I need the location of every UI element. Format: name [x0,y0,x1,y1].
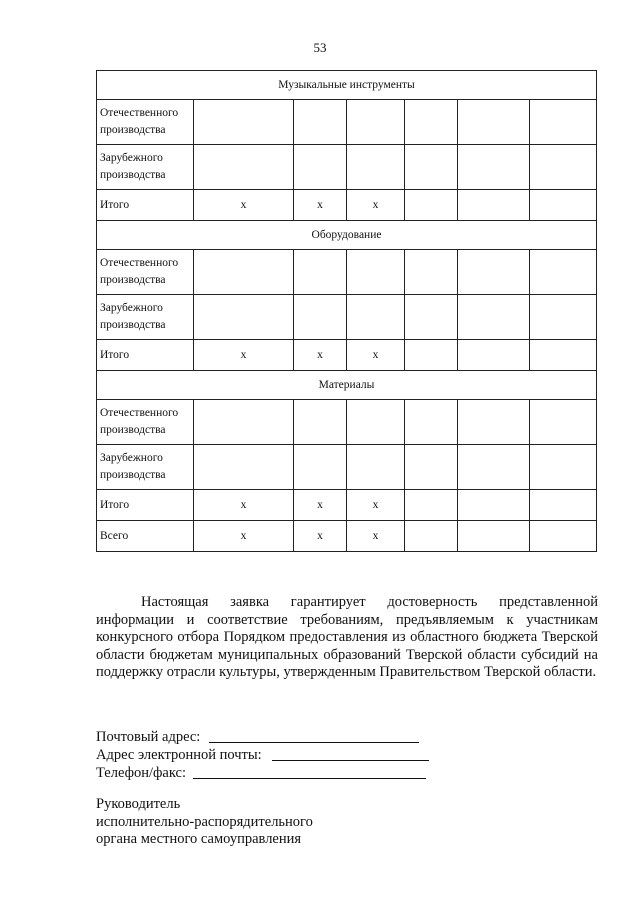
signature-line-1: Руководитель [96,796,181,812]
empty-cell[interactable] [347,400,405,445]
mark-cell: х [194,340,294,371]
mark-cell: х [294,340,347,371]
section-header-row [97,221,597,250]
empty-cell[interactable] [294,295,347,340]
row-label-line: Всего [100,529,129,542]
guarantee-paragraph [96,594,598,682]
empty-cell[interactable] [405,400,458,445]
row-label-cell [97,145,194,190]
empty-cell[interactable] [405,521,458,552]
empty-cell[interactable] [458,190,530,221]
row-label-cell [97,445,194,490]
empty-cell[interactable] [530,250,597,295]
row-label-line: Отечественного [100,257,179,269]
table-row [97,400,597,445]
row-label-cell [97,490,194,521]
empty-cell[interactable] [458,100,530,145]
row-label-line: производства [100,124,166,136]
empty-cell[interactable] [294,250,347,295]
empty-cell[interactable] [458,295,530,340]
empty-cell[interactable] [347,295,405,340]
mark-cell: х [194,521,294,552]
postal-address-blank[interactable] [209,742,419,743]
empty-cell[interactable] [194,145,294,190]
contacts-block [96,728,262,782]
postal-address-label: Почтовый адрес: [96,729,201,745]
empty-cell[interactable] [194,445,294,490]
phone-fax-blank[interactable] [193,778,426,779]
table-row [97,445,597,490]
guarantee-paragraph-body: информации и соответствие требованиям, предъявляемым к участникам конкурсного отбора Порядком предоставления из областного бюджета Тверской области бюджетам муниципальных образований Тверской области субсидий на поддержку отрасли культуры, утвержденным Правительством Тверской области. [96,611,598,680]
mark-cell: х [294,190,347,221]
row-label-line: производства [100,274,166,286]
row-label-line: производства [100,469,166,481]
empty-cell[interactable] [194,400,294,445]
empty-cell[interactable] [405,100,458,145]
table-row [97,145,597,190]
mark-cell: х [294,521,347,552]
empty-cell[interactable] [347,145,405,190]
row-label-cell [97,400,194,445]
signature-line-2: исполнительно-распорядительного [96,813,313,830]
empty-cell[interactable] [194,295,294,340]
mark-cell: х [294,490,347,521]
row-label-line: производства [100,424,166,436]
guarantee-paragraph-first-line: Настоящая заявка гарантирует достоверность представленной [141,594,598,610]
signature-block [96,796,313,849]
empty-cell[interactable] [294,445,347,490]
row-label-line: производства [100,319,166,331]
row-label-cell [97,295,194,340]
empty-cell[interactable] [530,400,597,445]
empty-cell[interactable] [530,145,597,190]
section-header-row [97,371,597,400]
signature-line-3: органа местного самоуправления [96,831,302,847]
empty-cell[interactable] [530,340,597,371]
email-line [96,746,262,764]
empty-cell[interactable] [405,490,458,521]
row-label-cell [97,521,194,552]
postal-address-line [96,728,262,746]
row-label-line: Итого [100,498,130,511]
budget-table [96,70,597,552]
empty-cell[interactable] [347,250,405,295]
empty-cell[interactable] [458,250,530,295]
empty-cell[interactable] [458,400,530,445]
empty-cell[interactable] [458,521,530,552]
table-row [97,295,597,340]
email-label: Адрес электронной почты: [96,747,262,763]
empty-cell[interactable] [530,445,597,490]
subtotal-row [97,190,597,221]
mark-cell: х [194,190,294,221]
row-label-cell [97,340,194,371]
empty-cell[interactable] [405,295,458,340]
row-label-cell [97,190,194,221]
empty-cell[interactable] [530,490,597,521]
mark-cell: х [347,490,405,521]
section-title: Материалы [97,371,597,400]
row-label-line: Отечественного [100,107,179,119]
empty-cell[interactable] [405,145,458,190]
mark-cell: х [347,190,405,221]
subtotal-row [97,340,597,371]
empty-cell[interactable] [530,521,597,552]
empty-cell[interactable] [458,445,530,490]
empty-cell[interactable] [347,445,405,490]
empty-cell[interactable] [294,145,347,190]
table-row [97,250,597,295]
mark-cell: х [347,521,405,552]
phone-fax-label: Телефон/факс: [96,765,187,781]
empty-cell[interactable] [194,250,294,295]
section-header-row [97,71,597,100]
total-row [97,521,597,552]
empty-cell[interactable] [405,340,458,371]
table-row [97,100,597,145]
empty-cell[interactable] [458,490,530,521]
phone-fax-line [96,764,262,782]
mark-cell: х [194,490,294,521]
row-label-line: Зарубежного [100,302,163,314]
row-label-line: Итого [100,198,130,211]
section-title: Музыкальные инструменты [97,71,597,100]
empty-cell[interactable] [294,100,347,145]
mark-cell: х [347,340,405,371]
empty-cell[interactable] [530,190,597,221]
row-label-line: Итого [100,348,130,361]
row-label-line: производства [100,169,166,181]
empty-cell[interactable] [458,340,530,371]
empty-cell[interactable] [530,295,597,340]
empty-cell[interactable] [530,100,597,145]
empty-cell[interactable] [194,100,294,145]
empty-cell[interactable] [405,250,458,295]
empty-cell[interactable] [294,400,347,445]
row-label-line: Отечественного [100,407,179,419]
email-blank[interactable] [272,760,429,761]
row-label-cell [97,100,194,145]
row-label-cell [97,250,194,295]
section-title: Оборудование [97,221,597,250]
empty-cell[interactable] [458,145,530,190]
page-number: 53 [313,40,327,55]
row-label-line: Зарубежного [100,452,163,464]
row-label-line: Зарубежного [100,152,163,164]
empty-cell[interactable] [405,190,458,221]
empty-cell[interactable] [405,445,458,490]
subtotal-row [97,490,597,521]
empty-cell[interactable] [347,100,405,145]
